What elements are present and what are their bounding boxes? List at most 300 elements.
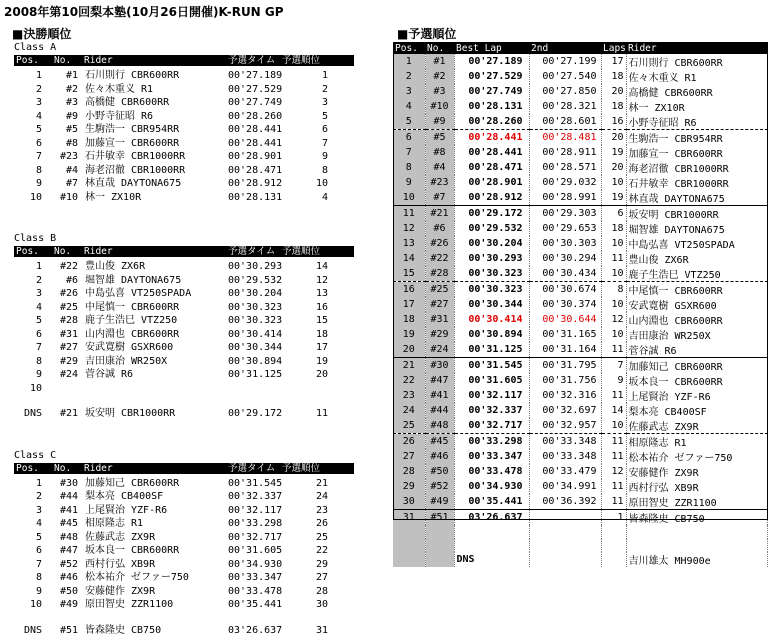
- final-result-row: [14, 137, 354, 151]
- pos-cell: 9: [393, 175, 425, 190]
- qual-rank-cell: 11: [316, 407, 328, 421]
- pos-cell: 10: [30, 598, 42, 612]
- qualifying-row: [393, 130, 768, 146]
- pos-cell: 26: [393, 434, 425, 450]
- rider-cell: 石川則行 CBR600RR: [85, 69, 179, 83]
- qual-time-cell: 00'28.131: [228, 191, 282, 205]
- final-header-cell: Pos.: [16, 463, 39, 474]
- second-lap-cell: 00'28.911: [529, 145, 601, 160]
- qualifying-row: [393, 297, 768, 312]
- qual-rank-cell: 4: [322, 191, 328, 205]
- empty-cell: [393, 552, 425, 567]
- second-lap-cell: 00'30.644: [529, 312, 601, 327]
- pos-cell: 8: [36, 164, 42, 178]
- rider-cell: 堀智雄 DAYTONA675: [85, 274, 181, 288]
- best-lap-cell: 00'30.293: [454, 251, 529, 266]
- empty-cell: [425, 552, 454, 567]
- number-cell: #41: [425, 388, 454, 403]
- laps-cell: 18: [601, 221, 626, 236]
- qual-time-cell: 00'28.912: [228, 177, 282, 191]
- qual-time-cell: 00'33.347: [228, 571, 282, 585]
- second-lap-cell: 00'28.321: [529, 99, 601, 114]
- laps-cell: 20: [601, 84, 626, 99]
- final-result-row: [14, 382, 354, 396]
- number-cell: #10: [425, 99, 454, 114]
- rider-cell: 安武寛樹 GSXR600: [85, 341, 173, 355]
- best-lap-cell: 03'26.637: [454, 510, 529, 526]
- rider-cell: 安武寛樹 GSXR600: [626, 297, 768, 312]
- qual-time-cell: 00'32.717: [228, 531, 282, 545]
- second-lap-cell: 00'27.540: [529, 69, 601, 84]
- number-cell: #31: [425, 312, 454, 327]
- rider-cell: 山内淵也 CBR600RR: [626, 312, 768, 327]
- rider-cell: 佐々木重义 R1: [626, 69, 768, 84]
- pos-cell: 15: [393, 266, 425, 282]
- final-header-cell: Pos.: [16, 55, 39, 66]
- header-no: No.: [425, 42, 454, 54]
- final-result-row: [14, 83, 354, 97]
- best-lap-cell: 00'28.441: [454, 145, 529, 160]
- qualifying-row: [393, 84, 768, 99]
- rider-cell: 西村行弘 XB9R: [626, 479, 768, 494]
- qual-time-cell: 03'26.637: [228, 624, 282, 637]
- final-result-row: [14, 110, 354, 124]
- qualifying-row: [393, 373, 768, 388]
- rider-cell: 鹿子生浩巳 VTZ250: [626, 266, 768, 282]
- qual-time-cell: 00'28.471: [228, 164, 282, 178]
- final-header-row: [14, 246, 354, 257]
- qual-time-cell: 00'28.441: [228, 123, 282, 137]
- second-lap-cell: 00'29.303: [529, 206, 601, 222]
- number-cell: #45: [425, 434, 454, 450]
- qualifying-row: [393, 342, 768, 358]
- pos-cell: 4: [36, 517, 42, 531]
- pos-cell: 1: [36, 477, 42, 491]
- rider-cell: 豊山俊 ZX6R: [626, 251, 768, 266]
- number-cell: #1: [425, 54, 454, 69]
- final-header-cell: Rider: [84, 246, 113, 257]
- second-lap-cell: 00'29.653: [529, 221, 601, 236]
- final-header-cell: Rider: [84, 55, 113, 66]
- pos-cell: 5: [36, 123, 42, 137]
- final-result-row: [14, 544, 354, 558]
- second-lap-cell: 00'27.850: [529, 84, 601, 99]
- final-header-cell: Pos.: [16, 246, 39, 257]
- number-cell: #48: [425, 418, 454, 434]
- best-lap-cell: 00'28.260: [454, 114, 529, 130]
- rider-cell: 中島弘喜 VT250SPADA: [626, 236, 768, 251]
- laps-cell: 11: [601, 251, 626, 266]
- laps-cell: 18: [601, 99, 626, 114]
- second-lap-cell: 00'30.294: [529, 251, 601, 266]
- final-header-cell: 予選順位: [282, 463, 320, 474]
- qual-time-cell: 00'31.605: [228, 544, 282, 558]
- qual-rank-cell: 26: [316, 517, 328, 531]
- qualifying-row: [393, 403, 768, 418]
- laps-cell: 10: [601, 297, 626, 312]
- second-lap-cell: 00'34.991: [529, 479, 601, 494]
- final-header-cell: 予選順位: [282, 55, 320, 66]
- number-cell: #10: [60, 191, 78, 205]
- second-lap-cell: 00'30.374: [529, 297, 601, 312]
- qual-time-cell: 00'28.441: [228, 137, 282, 151]
- rider-cell: 吉田康治 WR250X: [85, 355, 167, 369]
- pos-cell: 22: [393, 373, 425, 388]
- second-lap-cell: 00'30.674: [529, 282, 601, 298]
- number-cell: #4: [425, 160, 454, 175]
- qualifying-row: [393, 358, 768, 374]
- number-cell: #2: [66, 83, 78, 97]
- second-lap-cell: 00'32.316: [529, 388, 601, 403]
- number-cell: #28: [60, 314, 78, 328]
- laps-cell: 11: [601, 388, 626, 403]
- rider-cell: 松本祐介 ゼファー750: [626, 449, 768, 464]
- laps-cell: 8: [601, 282, 626, 298]
- best-lap-cell: 00'33.347: [454, 449, 529, 464]
- empty-cell: [626, 539, 768, 553]
- rider-cell: 海老沼徹 CBR1000RR: [626, 160, 768, 175]
- qual-time-cell: 00'30.323: [228, 301, 282, 315]
- qualifying-row: [393, 327, 768, 342]
- best-lap-cell: 00'31.605: [454, 373, 529, 388]
- best-lap-cell: 00'34.930: [454, 479, 529, 494]
- empty-cell: [529, 525, 601, 539]
- final-result-row: [14, 177, 354, 191]
- qualifying-row: [393, 99, 768, 114]
- pos-cell: 13: [393, 236, 425, 251]
- qual-rank-cell: 3: [322, 96, 328, 110]
- qualifying-row: [393, 510, 768, 526]
- qualifying-row: [393, 54, 768, 69]
- pos-cell: 8: [36, 355, 42, 369]
- second-lap-cell: 00'29.032: [529, 175, 601, 190]
- number-cell: #46: [425, 449, 454, 464]
- number-cell: #50: [60, 585, 78, 599]
- qual-time-cell: 00'27.189: [228, 69, 282, 83]
- qualifying-empty-row: [393, 525, 768, 539]
- number-cell: #26: [425, 236, 454, 251]
- rider-cell: 加藤宣一 CBR600RR: [85, 137, 179, 151]
- rider-cell: 菅谷誠 R6: [85, 368, 133, 382]
- final-result-row: [14, 123, 354, 137]
- laps-cell: 1: [601, 510, 626, 526]
- qual-rank-cell: 27: [316, 571, 328, 585]
- qualifying-row: [393, 145, 768, 160]
- pos-cell: 7: [36, 341, 42, 355]
- number-cell: #47: [425, 373, 454, 388]
- best-lap-cell: 00'28.901: [454, 175, 529, 190]
- pos-cell: DNS: [24, 407, 42, 421]
- qualifying-row: [393, 251, 768, 266]
- final-result-row: [14, 571, 354, 585]
- qualifying-row: [393, 221, 768, 236]
- qualifying-row: [393, 114, 768, 130]
- final-result-row: [14, 96, 354, 110]
- rider-cell: 皆森隆史 CB750: [626, 510, 768, 526]
- pos-cell: 1: [36, 260, 42, 274]
- number-cell: #29: [60, 355, 78, 369]
- pos-cell: 23: [393, 388, 425, 403]
- pos-cell: 3: [36, 287, 42, 301]
- qual-rank-cell: 23: [316, 504, 328, 518]
- qual-rank-cell: 28: [316, 585, 328, 599]
- empty-cell: [393, 539, 425, 553]
- qual-rank-cell: 7: [322, 137, 328, 151]
- empty-cell: [529, 539, 601, 553]
- laps-cell: 12: [601, 464, 626, 479]
- pos-cell: 9: [36, 177, 42, 191]
- qual-rank-cell: 13: [316, 287, 328, 301]
- laps-cell: 19: [601, 190, 626, 206]
- pos-cell: 2: [36, 490, 42, 504]
- number-cell: #21: [425, 206, 454, 222]
- best-lap-cell: 00'27.189: [454, 54, 529, 69]
- rider-cell: 小野寺征昭 R6: [626, 114, 768, 130]
- pos-cell: 6: [36, 328, 42, 342]
- qualifying-row: [393, 190, 768, 206]
- pos-cell: 1: [393, 54, 425, 69]
- best-lap-cell: 00'32.117: [454, 388, 529, 403]
- pos-cell: 2: [393, 69, 425, 84]
- final-result-row: [14, 191, 354, 205]
- pos-cell: 1: [36, 69, 42, 83]
- pos-cell: 4: [36, 110, 42, 124]
- second-lap-cell: 00'33.348: [529, 434, 601, 450]
- qualifying-row: [393, 449, 768, 464]
- number-cell: #7: [425, 190, 454, 206]
- qual-rank-cell: 12: [316, 274, 328, 288]
- qual-time-cell: 00'30.344: [228, 341, 282, 355]
- laps-cell: 10: [601, 266, 626, 282]
- pos-cell: 31: [393, 510, 425, 526]
- number-cell: #48: [60, 531, 78, 545]
- pos-cell: 3: [393, 84, 425, 99]
- number-cell: #30: [60, 477, 78, 491]
- pos-cell: 25: [393, 418, 425, 434]
- second-lap-cell: 00'28.571: [529, 160, 601, 175]
- final-result-row: [14, 368, 354, 382]
- empty-cell: [393, 525, 425, 539]
- number-cell: #44: [60, 490, 78, 504]
- qual-time-cell: 00'29.172: [228, 407, 282, 421]
- second-lap-cell: 00'27.199: [529, 54, 601, 69]
- qual-rank-cell: 10: [316, 177, 328, 191]
- dns-label: DNS: [454, 552, 529, 567]
- final-result-row: [14, 260, 354, 274]
- final-header-row: [14, 463, 354, 474]
- rider-cell: 相原隆志 R1: [85, 517, 143, 531]
- pos-cell: 3: [36, 96, 42, 110]
- rider-cell: 原田智史 ZZR1100: [626, 494, 768, 510]
- final-result-row: [14, 287, 354, 301]
- best-lap-cell: 00'27.749: [454, 84, 529, 99]
- qualifying-row: [393, 282, 768, 298]
- qualifying-row: [393, 312, 768, 327]
- second-lap-cell: [529, 510, 601, 526]
- qual-rank-cell: 25: [316, 531, 328, 545]
- second-lap-cell: 00'30.303: [529, 236, 601, 251]
- final-result-row: [14, 598, 354, 612]
- number-cell: #45: [60, 517, 78, 531]
- qualifying-row: [393, 479, 768, 494]
- qual-rank-cell: 5: [322, 110, 328, 124]
- pos-cell: 12: [393, 221, 425, 236]
- laps-cell: 7: [601, 358, 626, 374]
- qualifying-row: [393, 175, 768, 190]
- qual-rank-cell: 19: [316, 355, 328, 369]
- class-label: Class C: [14, 450, 56, 461]
- best-lap-cell: 00'35.441: [454, 494, 529, 510]
- pos-cell: 6: [36, 544, 42, 558]
- best-lap-cell: 00'30.323: [454, 282, 529, 298]
- rider-cell: 坂本良一 CBR600RR: [626, 373, 768, 388]
- rider-cell: 中尾慎一 CBR600RR: [85, 301, 179, 315]
- empty-cell: [425, 525, 454, 539]
- laps-cell: 10: [601, 175, 626, 190]
- number-cell: #8: [425, 145, 454, 160]
- number-cell: #5: [425, 130, 454, 146]
- final-header-cell: No.: [54, 463, 71, 474]
- best-lap-cell: 00'28.471: [454, 160, 529, 175]
- rider-cell: 西村行弘 XB9R: [85, 558, 155, 572]
- rider-cell: 佐藤武志 ZX9R: [626, 418, 768, 434]
- qual-time-cell: 00'30.323: [228, 314, 282, 328]
- header-rider: Rider: [626, 42, 768, 54]
- rider-cell: 菅谷誠 R6: [626, 342, 768, 358]
- rider-cell: 坂安明 CBR1000RR: [626, 206, 768, 222]
- final-header-row: [14, 55, 354, 66]
- qualifying-row: [393, 206, 768, 222]
- qual-time-cell: 00'31.545: [228, 477, 282, 491]
- qual-rank-cell: 8: [322, 164, 328, 178]
- empty-cell: [425, 539, 454, 553]
- second-lap-cell: 00'31.164: [529, 342, 601, 358]
- number-cell: #23: [60, 150, 78, 164]
- best-lap-cell: 00'32.337: [454, 403, 529, 418]
- number-cell: #6: [66, 274, 78, 288]
- best-lap-cell: 00'29.532: [454, 221, 529, 236]
- rider-cell: 石川則行 CBR600RR: [626, 54, 768, 69]
- number-cell: #52: [60, 558, 78, 572]
- rider-cell: 坂本良一 CBR600RR: [85, 544, 179, 558]
- number-cell: #28: [425, 266, 454, 282]
- final-results-heading: ■決勝順位: [12, 25, 71, 42]
- pos-cell: 10: [30, 382, 42, 396]
- final-result-row: [14, 274, 354, 288]
- qual-rank-cell: 30: [316, 598, 328, 612]
- rider-cell: 上尾賢治 YZF-R6: [85, 504, 167, 518]
- laps-cell: 10: [601, 418, 626, 434]
- qual-time-cell: 00'27.529: [228, 83, 282, 97]
- rider-cell: 加藤知己 CBR600RR: [626, 358, 768, 374]
- final-result-row: [14, 314, 354, 328]
- rider-cell: 林直哉 DAYTONA675: [85, 177, 181, 191]
- second-lap-cell: 00'28.481: [529, 130, 601, 146]
- qual-time-cell: 00'30.414: [228, 328, 282, 342]
- best-lap-cell: 00'31.545: [454, 358, 529, 374]
- number-cell: #6: [425, 221, 454, 236]
- laps-cell: 10: [601, 236, 626, 251]
- qual-time-cell: 00'30.293: [228, 260, 282, 274]
- laps-cell: 11: [601, 479, 626, 494]
- class-label: Class B: [14, 233, 56, 244]
- number-cell: #52: [425, 479, 454, 494]
- rider-cell: 安藤健作 ZX9R: [85, 585, 155, 599]
- number-cell: #3: [425, 84, 454, 99]
- pos-cell: 28: [393, 464, 425, 479]
- qual-rank-cell: 14: [316, 260, 328, 274]
- final-header-cell: 予選タイム: [228, 55, 275, 66]
- rider-cell: 石井敏幸 CBR1000RR: [85, 150, 185, 164]
- class-label: Class A: [14, 42, 56, 53]
- empty-cell: [454, 525, 529, 539]
- rider-cell: 加藤知己 CBR600RR: [85, 477, 179, 491]
- best-lap-cell: 00'28.441: [454, 130, 529, 146]
- pos-cell: 9: [36, 585, 42, 599]
- pos-cell: 5: [36, 531, 42, 545]
- qualifying-row: [393, 418, 768, 434]
- rider-cell: 堀智雄 DAYTONA675: [626, 221, 768, 236]
- pos-cell: 30: [393, 494, 425, 510]
- rider-cell: 中尾慎一 CBR600RR: [626, 282, 768, 298]
- pos-cell: 21: [393, 358, 425, 374]
- qual-time-cell: 00'29.532: [228, 274, 282, 288]
- qual-rank-cell: 2: [322, 83, 328, 97]
- pos-cell: 17: [393, 297, 425, 312]
- final-result-row: [14, 585, 354, 599]
- final-header-cell: Rider: [84, 463, 113, 474]
- number-cell: #8: [66, 137, 78, 151]
- second-lap-cell: 00'28.601: [529, 114, 601, 130]
- best-lap-cell: 00'30.414: [454, 312, 529, 327]
- pos-cell: 4: [393, 99, 425, 114]
- final-result-row: [14, 328, 354, 342]
- empty-cell: [601, 525, 626, 539]
- best-lap-cell: 00'29.172: [454, 206, 529, 222]
- number-cell: #47: [60, 544, 78, 558]
- pos-cell: 9: [36, 368, 42, 382]
- pos-cell: 3: [36, 504, 42, 518]
- number-cell: #25: [425, 282, 454, 298]
- rider-cell: 高橋健 CBR600RR: [85, 96, 169, 110]
- laps-cell: 11: [601, 342, 626, 358]
- laps-cell: 19: [601, 145, 626, 160]
- number-cell: #4: [66, 164, 78, 178]
- number-cell: #22: [425, 251, 454, 266]
- number-cell: #24: [425, 342, 454, 358]
- qual-rank-cell: 15: [316, 314, 328, 328]
- laps-cell: 11: [601, 434, 626, 450]
- qual-rank-cell: 16: [316, 301, 328, 315]
- qual-rank-cell: 1: [322, 69, 328, 83]
- best-lap-cell: 00'30.323: [454, 266, 529, 282]
- qualifying-header-row: [393, 42, 768, 54]
- rider-cell: 石井敏幸 CBR1000RR: [626, 175, 768, 190]
- rider-cell: 豊山俊 ZX6R: [85, 260, 145, 274]
- number-cell: #21: [60, 407, 78, 421]
- final-header-cell: 予選タイム: [228, 246, 275, 257]
- pos-cell: 18: [393, 312, 425, 327]
- qual-rank-cell: 22: [316, 544, 328, 558]
- number-cell: #49: [425, 494, 454, 510]
- qual-rank-cell: 21: [316, 477, 328, 491]
- qual-time-cell: 00'33.298: [228, 517, 282, 531]
- final-result-row: [14, 477, 354, 491]
- final-header-cell: No.: [54, 55, 71, 66]
- pos-cell: 5: [36, 314, 42, 328]
- final-result-row: [14, 341, 354, 355]
- final-header-cell: 予選タイム: [228, 463, 275, 474]
